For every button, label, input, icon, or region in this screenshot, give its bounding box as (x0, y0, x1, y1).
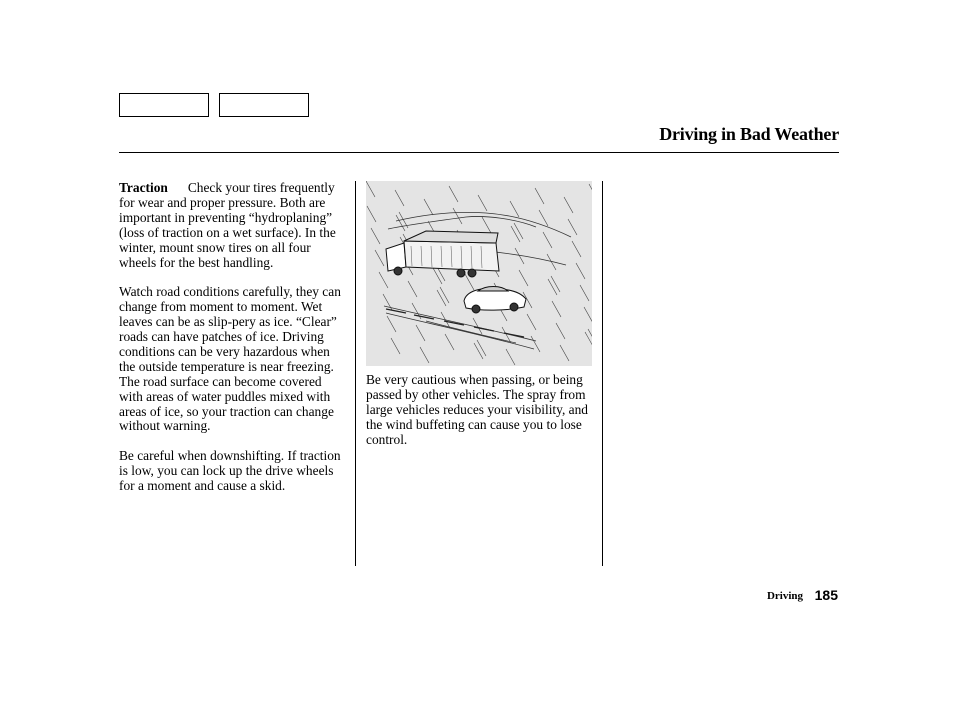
rain-streak (453, 208, 462, 224)
rain-streak (474, 343, 483, 359)
rain-streak (366, 181, 375, 197)
rain-streak (408, 281, 417, 297)
traction-column (119, 181, 347, 509)
rain-streak (367, 206, 376, 222)
rain-streak (395, 190, 404, 206)
rain-streak (506, 349, 515, 365)
passing-column (366, 373, 596, 448)
rain-streak (391, 338, 400, 354)
rain-streak (440, 287, 449, 303)
rain-streak (527, 314, 536, 330)
rain-streak (580, 285, 589, 301)
rain-streak (416, 325, 425, 341)
traction-paragraph-3: Be careful when downshifting. If traction is low, you can lock up the drive wheels for a moment and cause a skid. (119, 448, 341, 494)
traction-paragraph-1-text: Check your tires frequently for wear and proper pressure. Both are important in preventing “hydroplaning” (loss of traction on a wet surface). In the winter, mount snow tires on all four wheels for the best handling. (119, 180, 336, 270)
rain-streak (477, 340, 486, 356)
rain-streak (519, 270, 528, 286)
rain-streak (535, 188, 544, 204)
rain-streak (589, 184, 592, 200)
rain-streak (564, 197, 573, 213)
rain-streak (379, 272, 388, 288)
page-title: Driving in Bad Weather (659, 124, 839, 144)
rainy-highway-truck-car-illustration (366, 181, 592, 366)
rain-streak (551, 276, 560, 292)
title-divider (119, 152, 839, 153)
rain-streak (445, 334, 454, 350)
rain-streak (531, 336, 540, 352)
nav-button-previous[interactable] (119, 93, 209, 117)
rain-streak (424, 199, 433, 215)
passing-paragraph: Be very cautious when passing, or being passed by other vehicles. The spray from large vehicles reduces your visibility, and the wind buffeting can cause you to lose control. (366, 372, 588, 447)
traction-heading: Traction (119, 180, 168, 195)
rain-streak (584, 307, 592, 323)
rain-streak (514, 223, 523, 239)
rain-streak (511, 226, 520, 242)
traction-paragraph-2: Watch road conditions carefully, they can change from moment to moment. Wet leaves can be as slip-pery as ice. “Clear” roads can have patches of ice. Driving conditions can be very hazardous when the outside temperature is near freezing. The road surface can become covered with areas of water puddles mixed with areas of ice, so your traction can change without warning. (119, 284, 341, 434)
rainy-highway-illustration (366, 181, 592, 366)
rain-streak (568, 219, 577, 235)
rain-streak (371, 228, 380, 244)
rain-streak (387, 316, 396, 332)
rain-streak (478, 195, 487, 211)
footer-section-label: Driving (766, 590, 803, 602)
rain-streak (556, 323, 565, 339)
rain-streak (510, 201, 519, 217)
rain-streak (543, 232, 552, 248)
rain-streak (560, 345, 569, 361)
rain-streak (539, 210, 548, 226)
rain-streak (576, 263, 585, 279)
rain-streak (482, 217, 491, 233)
rain-streak (396, 215, 405, 231)
rain-streak (548, 279, 557, 295)
column-divider-2 (602, 181, 603, 566)
rain-streak (375, 250, 384, 266)
traction-paragraph-1 (119, 181, 347, 270)
rain-streak (433, 268, 442, 284)
page-number: 185 (814, 587, 838, 603)
rain-streak (572, 241, 581, 257)
rain-streak (420, 347, 429, 363)
nav-button-next[interactable] (219, 93, 309, 117)
rain-streak (588, 329, 592, 345)
rain-streak (552, 301, 561, 317)
column-divider-1 (355, 181, 356, 566)
rain-streak (449, 186, 458, 202)
rain-streak (437, 290, 446, 306)
